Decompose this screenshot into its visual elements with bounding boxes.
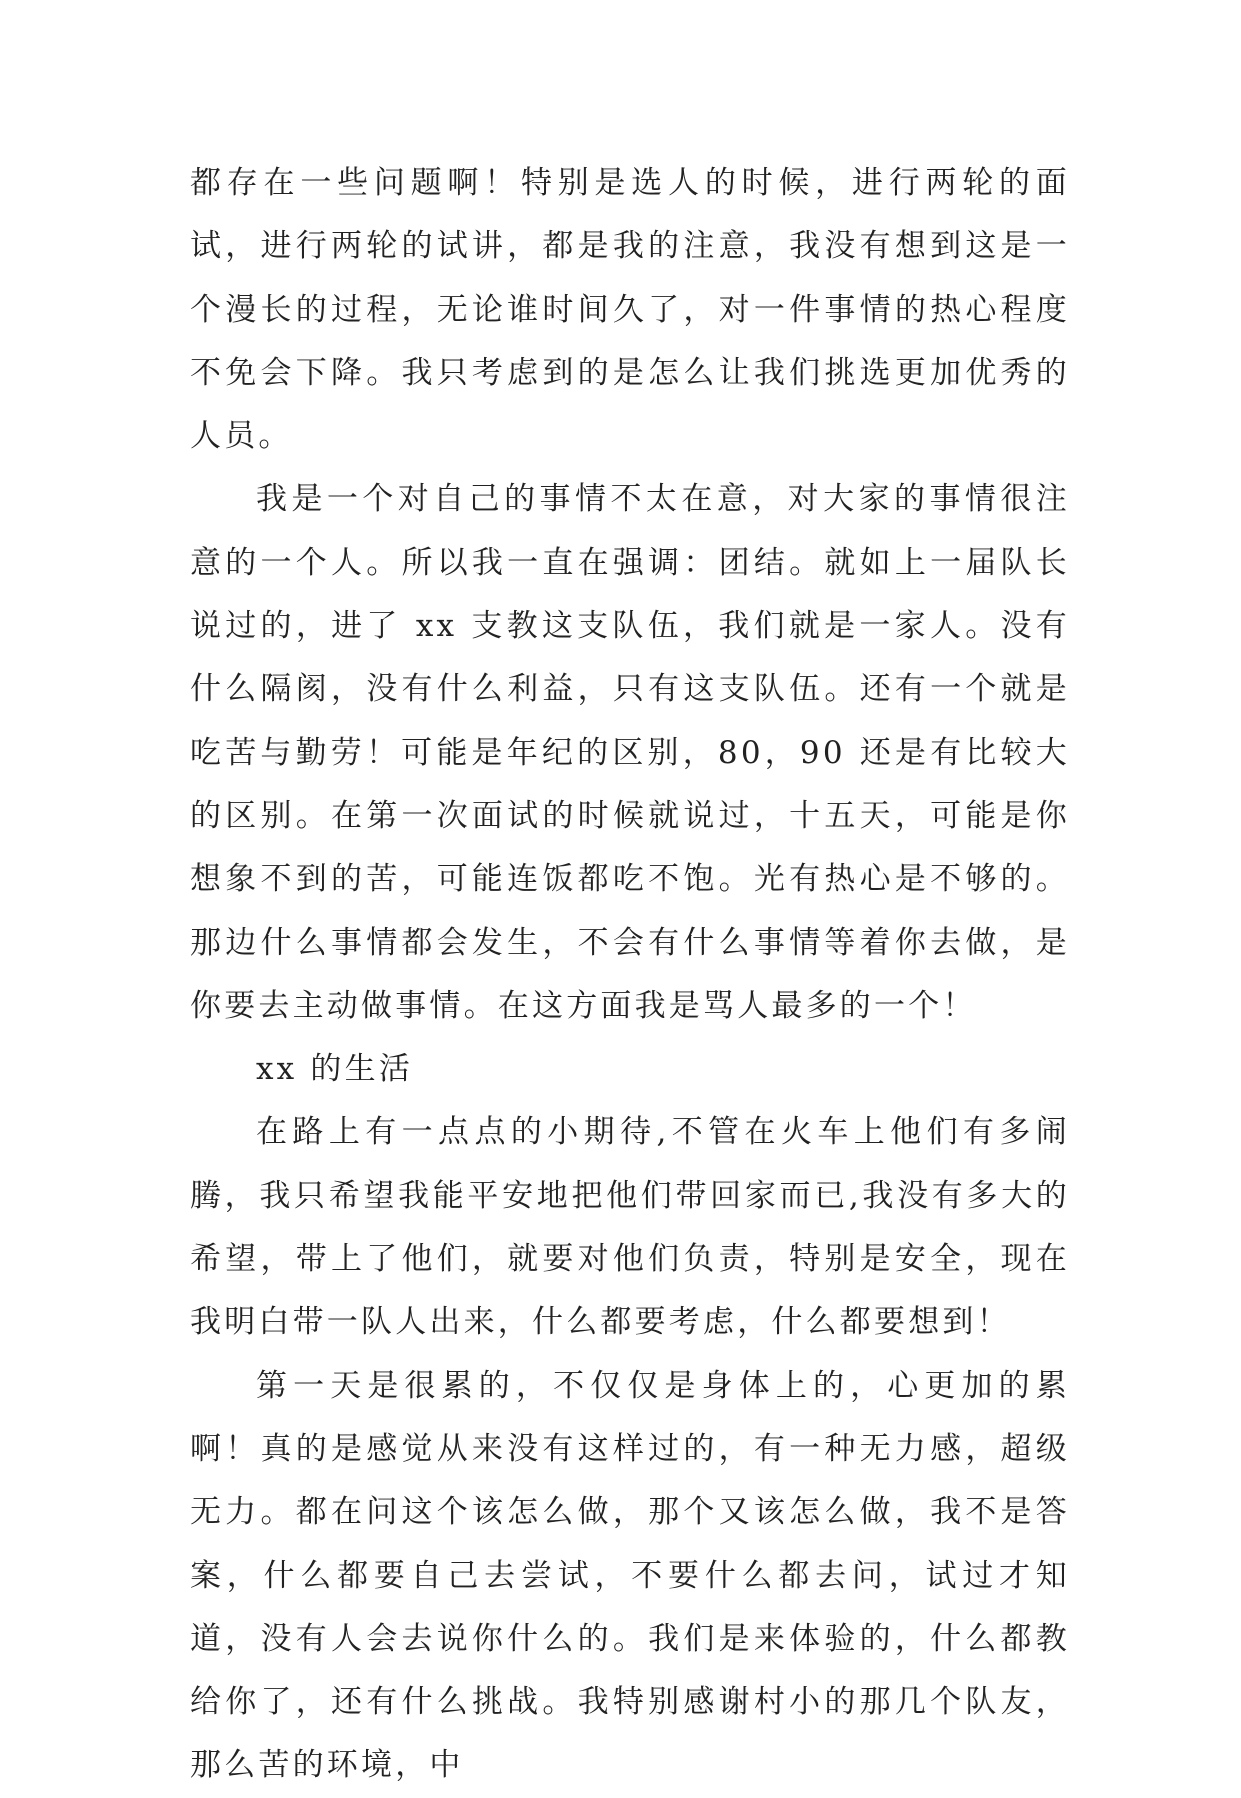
document-body bbox=[190, 152, 1070, 1798]
paragraph-on-the-road: 在路上有一点点的小期待,不管在火车上他们有多闹腾，我只希望我能平安地把他们带回家而已,我没有多大的希望，带上了他们，就要对他们负责，特别是安全，现在我明白带一队人出来，什么都要考虑，什么都要想到！ bbox=[190, 1114, 1070, 1341]
section-heading-life: xx 的生活 bbox=[256, 1051, 414, 1088]
paragraph-continued: 都存在一些问题啊！特别是选人的时候，进行两轮的面试，进行两轮的试讲，都是我的注意，我没有想到这是一个漫长的过程，无论谁时间久了，对一件事情的热心程度不免会下降。我只考虑到的是怎么让我们挑选更加优秀的人员。 bbox=[190, 165, 1070, 455]
paragraph-first-day: 第一天是很累的，不仅仅是身体上的，心更加的累啊！真的是感觉从来没有这样过的，有一种无力感，超级无力。都在问这个该怎么做，那个又该怎么做，我不是答案，什么都要自己去尝试，不要什么都去问，试过才知道，没有人会去说你什么的。我们是来体验的，什么都教给你了，还有什么挑战。我特别感谢村小的那几个队友，那么苦的环境，中 bbox=[190, 1367, 1070, 1784]
paragraph-unity: 我是一个对自己的事情不太在意，对大家的事情很注意的一个人。所以我一直在强调：团结。就如上一届队长说过的，进了 xx 支教这支队伍，我们就是一家人。没有什么隔阂，没有什么利益，只有这支队伍。还有一个就是吃苦与勤劳！可能是年纪的区别，80，90 还是有比较大的区别。在第一次面试的时候就说过，十五天，可能是你想象不到的苦，可能连饭都吃不饱。光有热心是不够的。那边什么事情都会发生，不会有什么事情等着你去做，是你要去主动做事情。在这方面我是骂人最多的一个！ bbox=[190, 481, 1070, 1024]
